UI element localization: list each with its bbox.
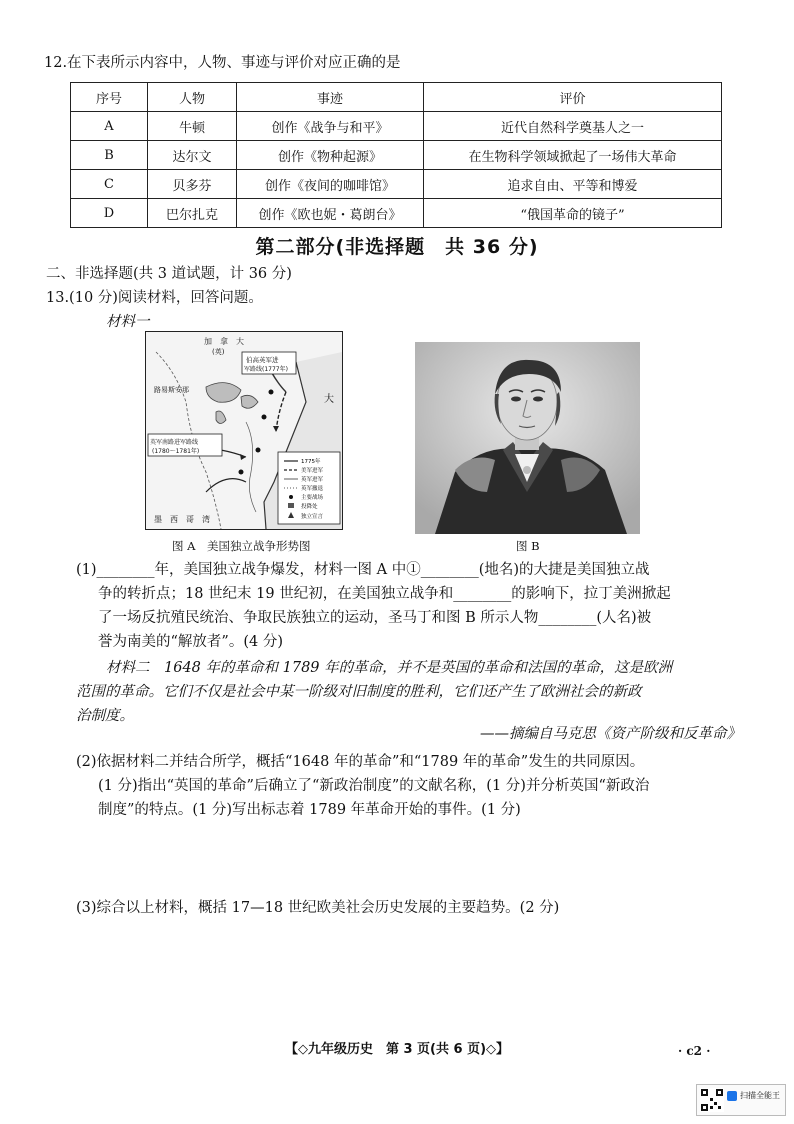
header-cell: 事迹	[237, 83, 424, 112]
legend-item: 英军进军	[301, 477, 324, 483]
sub-question-2-line-1: (2)依据材料二并结合所学，概括“1648 年的革命”和“1789 年的革命”发生的共同原因。	[76, 754, 645, 770]
map-label-british-route-years: (1780～1781年)	[152, 448, 200, 455]
legend-item: 1775年	[301, 459, 321, 465]
material-two-line-2: 范围的革命。它们不仅是社会中某一阶级对旧制度的胜利，它们还产生了欧洲社会的新政	[76, 684, 642, 700]
sub-question-1-line-3: 了一场反抗殖民统治、争取民族独立的运动，圣马丁和图 B 所示人物________(人名)被	[98, 610, 652, 626]
question-12-table	[70, 82, 722, 228]
table-cell: A	[71, 112, 148, 141]
map-label-louisiana: 路易斯安那	[154, 386, 189, 394]
map-label-ocean: 大	[324, 394, 334, 405]
map-label-province: (英)	[212, 348, 225, 356]
header-cell: 评价	[424, 83, 722, 112]
table-cell: D	[71, 199, 148, 228]
sub-question-1-line-1: (1)________年，美国独立战争爆发，材料一图 A 中①________(地名)的大捷是美国独立战	[76, 562, 650, 578]
map-drawing	[146, 332, 342, 529]
material-one-label: 材料一	[106, 314, 150, 330]
table-cell: B	[71, 141, 148, 170]
material-two-line-3: 治制度。	[76, 708, 134, 724]
table-cell: 创作《夜间的咖啡馆》	[237, 170, 424, 199]
corner-mark: · c2 ·	[678, 1044, 711, 1058]
independence-war-map	[145, 331, 343, 530]
part-two-title: 第二部分(非选择题 共 36 分)	[255, 236, 539, 258]
table-cell: 巴尔扎克	[148, 199, 237, 228]
table-cell: 贝多芬	[148, 170, 237, 199]
figure-a-caption: 图 A 美国独立战争形势图	[172, 539, 311, 553]
sub-question-1-line-2: 争的转折点；18 世纪末 19 世纪初，在美国独立战争和________的影响下，拉丁美洲掀起	[98, 586, 671, 602]
cs-logo-icon	[727, 1091, 737, 1101]
table-cell: “俄国革命的镜子”	[424, 199, 722, 228]
sub-question-1-line-4: 誉为南美的“解放者”。(4 分)	[98, 634, 283, 650]
table-cell: 在生物科学领域掀起了一场伟大革命	[424, 141, 722, 170]
table-row	[71, 112, 722, 141]
table-cell: 创作《物种起源》	[237, 141, 424, 170]
map-label-canada: 加 拿 大	[204, 337, 244, 346]
material-two-line-1: 材料二 1648 年的革命和 1789 年的革命，并不是英国的革命和法国的革命，这是欧洲	[106, 660, 673, 676]
legend-item: 主要战场	[301, 495, 324, 501]
bolivar-portrait	[415, 342, 640, 534]
table-cell: 创作《战争与和平》	[237, 112, 424, 141]
table-cell: C	[71, 170, 148, 199]
section-heading: 二、非选择题(共 3 道试题，计 36 分)	[46, 266, 292, 282]
legend-item: 独立宣言	[301, 514, 324, 520]
map-label-gulf: 墨 西 哥 湾	[154, 515, 210, 524]
question-12-stem: 12.在下表所示内容中，人物、事迹与评价对应正确的是	[44, 55, 401, 71]
header-cell: 序号	[71, 83, 148, 112]
figure-b-caption: 图 B	[516, 539, 540, 553]
table-cell: 牛顿	[148, 112, 237, 141]
qr-code-icon	[700, 1088, 724, 1112]
table-cell: 追求自由、平等和博爱	[424, 170, 722, 199]
table-row	[71, 170, 722, 199]
question-13-stem: 13.(10 分)阅读材料，回答问题。	[46, 290, 263, 306]
page-footer: 【◇九年级历史 第 3 页(共 6 页)◇】	[284, 1042, 510, 1057]
scanner-label: 扫描全能王	[740, 1091, 780, 1100]
sub-question-3: (3)综合以上材料，概括 17—18 世纪欧美社会历史发展的主要趋势。(2 分)	[76, 900, 560, 916]
table-row	[71, 141, 722, 170]
header-cell: 人物	[148, 83, 237, 112]
table-row	[71, 199, 722, 228]
map-label-route: 伯高英军进	[246, 356, 279, 364]
map-label-british-route: 英军南路进军路线	[150, 439, 199, 446]
table-header-row	[71, 83, 722, 112]
sub-question-2-line-3: 制度”的特点。(1 分)写出标志着 1789 年革命开始的事件。(1 分)	[98, 802, 521, 818]
table-cell: 近代自然科学奠基人之一	[424, 112, 722, 141]
sub-question-2-line-2: (1 分)指出“英国的革命”后确立了“新政治制度”的文献名称，(1 分)并分析英国“新政治	[98, 778, 650, 794]
scanner-watermark	[696, 1084, 786, 1116]
table-cell: 创作《欧也妮・葛朗台》	[237, 199, 424, 228]
legend-item: 英军撤退	[301, 486, 324, 492]
legend-item: 美军进军	[301, 468, 324, 474]
map-label-route-year: 军路线(1777年)	[244, 366, 288, 373]
table-cell: 达尔文	[148, 141, 237, 170]
material-two-source: ——摘编自马克思《资产阶级和反革命》	[480, 726, 741, 742]
portrait-drawing	[415, 342, 640, 534]
legend-item: 投降处	[301, 504, 318, 510]
